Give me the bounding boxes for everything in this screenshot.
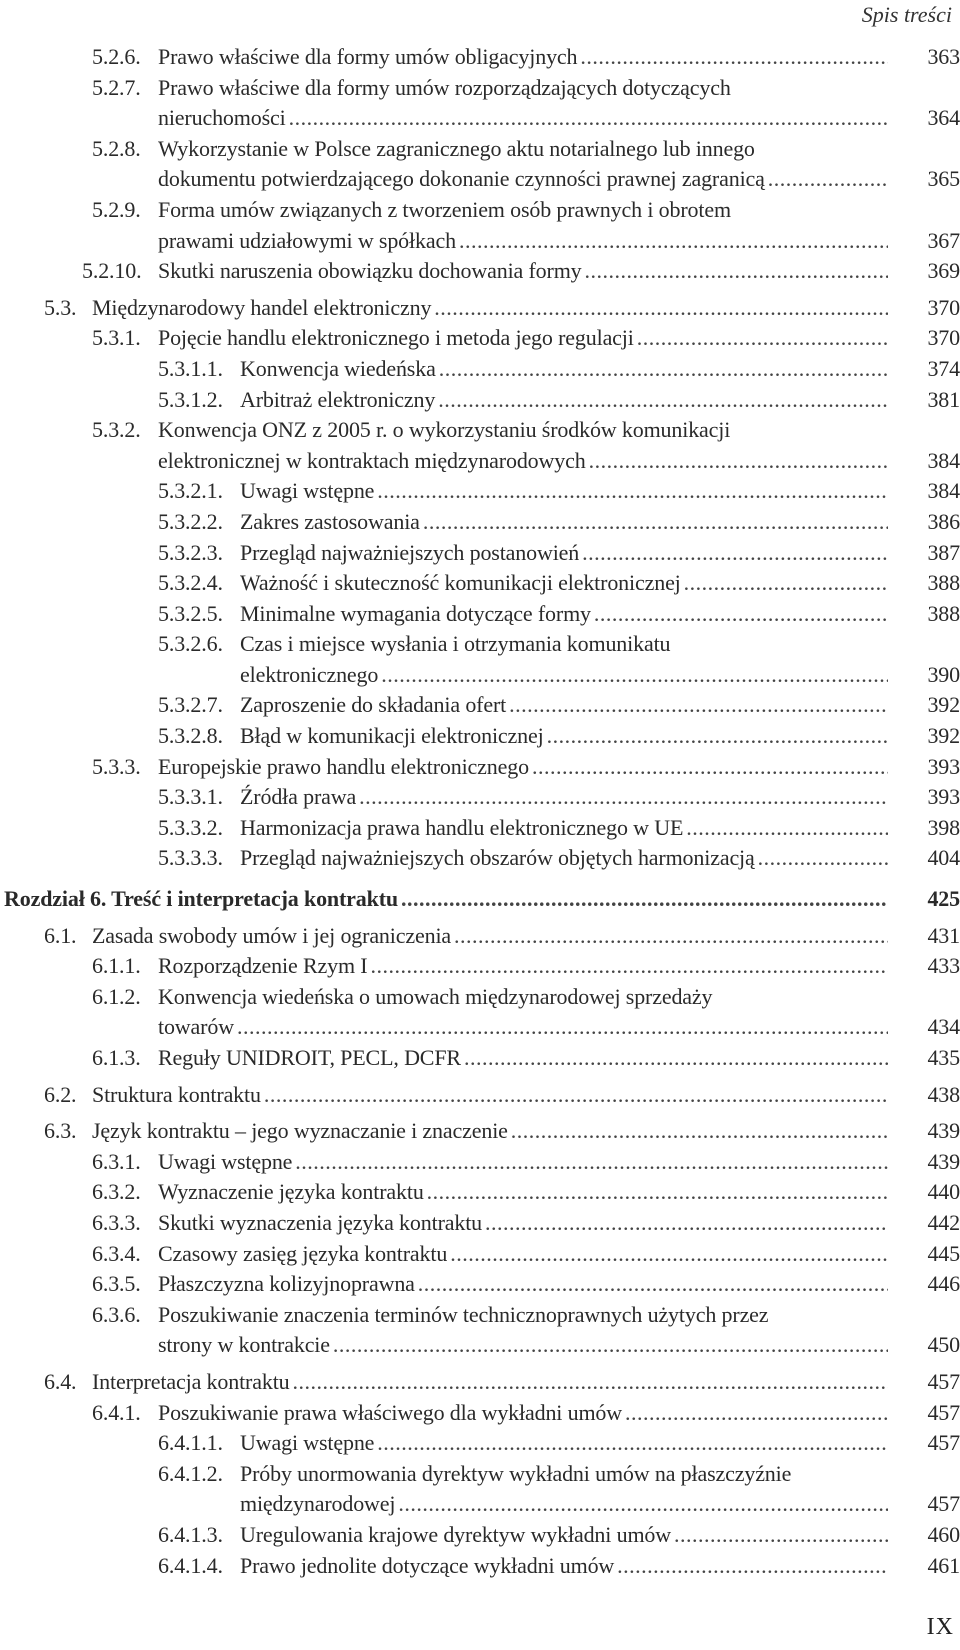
- toc-entry-number: 6.3.1.: [92, 1148, 141, 1174]
- toc-entry-title: nieruchomości: [158, 105, 286, 131]
- toc-entry-title: elektronicznego: [240, 661, 379, 687]
- toc-entry[interactable]: [0, 1459, 960, 1520]
- toc-entry-title: Prawo właściwe dla formy umów obligacyjnych: [158, 44, 578, 69]
- toc-entry[interactable]: [0, 415, 960, 476]
- toc-entry-number: 5.2.10.: [82, 258, 142, 284]
- toc-entry-number: 6.4.1.3.: [158, 1521, 223, 1547]
- toc-entry-page: 388: [927, 600, 960, 626]
- table-of-contents: [0, 42, 960, 1581]
- toc-entry-title: międzynarodowej: [240, 1491, 396, 1517]
- toc-entry-page: 388: [927, 570, 960, 596]
- toc-entry-page: 442: [927, 1209, 960, 1235]
- toc-entry-title: Europejskie prawo handlu elektronicznego: [158, 753, 529, 779]
- toc-entry-number: 5.3.2.3.: [158, 539, 223, 565]
- dot-leader: [451, 921, 888, 952]
- toc-entry-number: 6.3.6.: [92, 1301, 141, 1327]
- toc-entry-number: 6.4.1.: [92, 1399, 141, 1425]
- toc-entry-page: 381: [927, 386, 960, 412]
- toc-entry-page: 370: [927, 325, 960, 351]
- toc-entry[interactable]: [0, 629, 960, 690]
- toc-entry-number: 5.3.2.6.: [158, 631, 223, 657]
- toc-entry-number: 5.3.1.1.: [158, 355, 223, 381]
- toc-entry-title: Czas i miejsce wysłania i otrzymania komunikatu: [240, 631, 671, 657]
- toc-entry[interactable]: [0, 843, 960, 874]
- toc-entry-title: Reguły UNIDROIT, PECL, DCFR: [158, 1045, 461, 1070]
- dot-leader: [286, 103, 888, 134]
- toc-entry-page: 404: [927, 845, 960, 871]
- toc-entry-page: 461: [927, 1552, 960, 1578]
- toc-entry[interactable]: [0, 721, 960, 752]
- toc-entry[interactable]: [0, 1300, 960, 1361]
- dot-leader: [582, 256, 888, 287]
- toc-entry-number: 5.2.6.: [92, 44, 141, 69]
- toc-entry-number: 5.3.2.8.: [158, 723, 223, 749]
- toc-entry-title: Poszukiwanie prawa właściwego dla wykładni umów: [158, 1399, 623, 1425]
- dot-leader: [461, 1043, 888, 1074]
- toc-entry-number: 6.3.5.: [92, 1271, 141, 1297]
- toc-entry-page: 398: [927, 814, 960, 840]
- toc-entry-page: 374: [927, 355, 960, 381]
- toc-entry-title: Rozporządzenie Rzym I: [158, 953, 368, 979]
- toc-entry-page: 434: [927, 1014, 960, 1040]
- toc-entry-number: 6.3.2.: [92, 1179, 141, 1205]
- toc-entry-page: 460: [927, 1521, 960, 1547]
- toc-entry-page: 387: [927, 539, 960, 565]
- toc-entry-number: 5.3.2.1.: [158, 478, 223, 504]
- toc-entry-title: Prawo jednolite dotyczące wykładni umów: [240, 1552, 615, 1578]
- dot-leader: [330, 1330, 888, 1361]
- toc-entry[interactable]: [0, 599, 960, 630]
- toc-entry-title: Próby unormowania dyrektyw wykładni umów na płaszczyźnie: [240, 1460, 792, 1486]
- dot-leader: [447, 1239, 888, 1270]
- toc-entry-number: 5.3.2.7.: [158, 692, 223, 718]
- dot-leader: [431, 293, 888, 324]
- toc-entry-title: Uregulowania krajowe dyrektyw wykładni umów: [240, 1521, 671, 1547]
- toc-entry[interactable]: [0, 1428, 960, 1459]
- toc-entry-page: 363: [927, 44, 960, 69]
- dot-leader: [765, 164, 888, 195]
- toc-entry-number: 6.1.2.: [92, 983, 141, 1009]
- toc-entry[interactable]: [0, 813, 960, 844]
- toc-entry[interactable]: [0, 323, 960, 354]
- toc-entry[interactable]: [0, 1367, 960, 1398]
- dot-leader: [367, 951, 888, 982]
- toc-entry-number: 5.3.1.: [92, 325, 141, 351]
- toc-entry-page: 370: [927, 294, 960, 320]
- toc-entry-page: 435: [927, 1045, 960, 1070]
- toc-entry[interactable]: [0, 256, 960, 287]
- toc-entry[interactable]: [0, 1269, 960, 1300]
- dot-leader: [424, 1177, 888, 1208]
- dot-leader: [579, 538, 888, 569]
- dot-leader: [356, 782, 888, 813]
- dot-leader: [398, 884, 888, 915]
- toc-entry-page: 450: [927, 1332, 960, 1358]
- dot-leader: [436, 354, 888, 385]
- toc-entry-page: 393: [927, 753, 960, 779]
- toc-entry-page: 440: [927, 1179, 960, 1205]
- toc-entry-title: Skutki wyznaczenia języka kontraktu: [158, 1209, 483, 1235]
- dot-leader: [634, 323, 888, 354]
- toc-entry[interactable]: [0, 1147, 960, 1178]
- toc-entry-title: Interpretacja kontraktu: [92, 1368, 290, 1394]
- toc-entry-number: 5.3.2.: [92, 417, 141, 443]
- running-header: Spis treści: [861, 2, 952, 27]
- toc-entry-number: 6.3.3.: [92, 1209, 141, 1235]
- toc-entry-page: 384: [927, 447, 960, 473]
- dot-leader: [292, 1147, 888, 1178]
- toc-entry-number: 6.4.1.4.: [158, 1552, 223, 1578]
- toc-entry-number: 5.3.1.2.: [158, 386, 223, 412]
- dot-leader: [395, 1489, 888, 1520]
- toc-entry[interactable]: [0, 354, 960, 385]
- toc-entry[interactable]: [0, 1208, 960, 1239]
- toc-entry[interactable]: [0, 1551, 960, 1582]
- toc-entry[interactable]: [0, 752, 960, 783]
- toc-entry[interactable]: [0, 134, 960, 195]
- toc-entry[interactable]: [0, 782, 960, 813]
- toc-entry-title: Język kontraktu – jego wyznaczanie i znaczenie: [92, 1118, 508, 1144]
- toc-entry-title: Przegląd najważniejszych postanowień: [240, 539, 580, 565]
- toc-entry-page: 392: [927, 723, 960, 749]
- toc-entry-page: 393: [927, 784, 960, 810]
- dot-leader: [591, 599, 888, 630]
- toc-entry-page: 392: [927, 692, 960, 718]
- toc-entry-page: 438: [927, 1081, 960, 1107]
- toc-entry[interactable]: [0, 507, 960, 538]
- toc-entry-title: Płaszczyzna kolizyjnoprawna: [158, 1271, 415, 1297]
- toc-entry-title: Skutki naruszenia obowiązku dochowania formy: [158, 258, 582, 284]
- toc-entry[interactable]: [0, 385, 960, 416]
- toc-entry[interactable]: [0, 42, 960, 73]
- toc-entry[interactable]: [0, 921, 960, 952]
- toc-entry-page: 457: [927, 1368, 960, 1394]
- toc-entry-number: 5.3.3.1.: [158, 784, 223, 810]
- toc-entry[interactable]: [0, 1116, 960, 1147]
- toc-entry[interactable]: [0, 538, 960, 569]
- toc-entry-page: 457: [927, 1399, 960, 1425]
- toc-entry-title: Minimalne wymagania dotyczące formy: [240, 600, 591, 626]
- toc-entry-page: 369: [927, 258, 960, 284]
- toc-entry-number: 5.2.9.: [92, 196, 141, 222]
- toc-entry-number: 5.3.3.3.: [158, 845, 223, 871]
- toc-entry-title: Uwagi wstępne: [158, 1148, 293, 1174]
- toc-entry-page: 365: [927, 166, 960, 192]
- toc-entry[interactable]: [0, 73, 960, 134]
- dot-leader: [508, 1116, 888, 1147]
- toc-entry-number: 5.3.2.5.: [158, 600, 223, 626]
- toc-entry-title: Prawo właściwe dla formy umów rozporządzających dotyczących: [158, 74, 731, 100]
- toc-entry-number: 5.3.2.4.: [158, 570, 223, 596]
- toc-entry-title: Forma umów związanych z tworzeniem osób prawnych i obrotem: [158, 196, 731, 222]
- toc-entry-number: 5.3.: [44, 294, 77, 320]
- toc-entry-title: dokumentu potwierdzającego dokonanie czynności prawnej zagranicą: [158, 166, 765, 192]
- toc-entry-title: Uwagi wstępne: [240, 1430, 375, 1456]
- dot-leader: [622, 1398, 888, 1429]
- toc-entry-title: Ważność i skuteczność komunikacji elektronicznej: [240, 570, 681, 596]
- toc-entry[interactable]: [0, 1520, 960, 1551]
- toc-entry-page: 390: [927, 661, 960, 687]
- toc-entry-title: towarów: [158, 1014, 234, 1040]
- toc-entry-title: Błąd w komunikacji elektronicznej: [240, 723, 544, 749]
- toc-entry[interactable]: [0, 690, 960, 721]
- dot-leader: [234, 1012, 888, 1043]
- dot-leader: [577, 42, 888, 73]
- toc-entry-page: 425: [927, 886, 960, 912]
- toc-entry-title: Pojęcie handlu elektronicznego i metoda jego regulacji: [158, 325, 634, 351]
- dot-leader: [544, 721, 888, 752]
- dot-leader: [374, 476, 888, 507]
- toc-entry-page: 457: [927, 1430, 960, 1456]
- dot-leader: [671, 1520, 888, 1551]
- toc-entry-title: Zasada swobody umów i jej ograniczenia: [92, 922, 452, 948]
- toc-entry-page: 367: [927, 227, 960, 253]
- toc-entry-number: 6.3.4.: [92, 1240, 141, 1266]
- toc-entry-number: 6.2.: [44, 1081, 77, 1107]
- toc-entry[interactable]: [0, 951, 960, 982]
- toc-entry[interactable]: [0, 1239, 960, 1270]
- toc-entry-title: Konwencja wiedeńska: [240, 355, 436, 381]
- toc-entry[interactable]: [0, 1080, 960, 1111]
- toc-entry-number: 6.3.: [44, 1118, 77, 1144]
- toc-entry-title: Źródła prawa: [240, 784, 357, 810]
- toc-entry-number: 5.3.3.: [92, 753, 141, 779]
- toc-entry-title: Wyznaczenie języka kontraktu: [158, 1179, 424, 1205]
- toc-entry-title: Arbitraż elektroniczny: [240, 386, 436, 412]
- toc-entry-page: 433: [927, 953, 960, 979]
- toc-entry[interactable]: [0, 1398, 960, 1429]
- toc-entry-number: 6.4.: [44, 1368, 77, 1394]
- toc-entry-title: Zakres zastosowania: [240, 508, 420, 534]
- dot-leader: [529, 752, 888, 783]
- dot-leader: [378, 660, 888, 691]
- toc-entry-page: 457: [927, 1491, 960, 1517]
- dot-leader: [681, 568, 888, 599]
- toc-entry-title: Przegląd najważniejszych obszarów objętych harmonizacją: [240, 845, 755, 871]
- toc-entry-page: 446: [927, 1271, 960, 1297]
- toc-entry-number: 6.4.1.1.: [158, 1430, 223, 1456]
- dot-leader: [290, 1367, 888, 1398]
- dot-leader: [683, 813, 888, 844]
- toc-entry-title: Czasowy zasięg języka kontraktu: [158, 1240, 448, 1266]
- toc-entry-number: 5.2.7.: [92, 74, 141, 100]
- toc-entry[interactable]: [0, 1177, 960, 1208]
- dot-leader: [506, 690, 888, 721]
- toc-entry-title: Rozdział 6. Treść i interpretacja kontraktu: [4, 886, 398, 912]
- toc-entry-page: 384: [927, 478, 960, 504]
- toc-entry-number: 6.1.3.: [92, 1045, 141, 1070]
- toc-entry-number: 6.1.: [44, 922, 77, 948]
- dot-leader: [755, 843, 888, 874]
- toc-entry-title: Harmonizacja prawa handlu elektronicznego w UE: [240, 814, 684, 840]
- toc-entry-page: 431: [927, 922, 960, 948]
- toc-entry-number: 6.4.1.2.: [158, 1460, 223, 1486]
- dot-leader: [415, 1269, 888, 1300]
- toc-entry-title: Poszukiwanie znaczenia terminów technicznoprawnych użytych przez: [158, 1301, 769, 1327]
- toc-entry[interactable]: [0, 293, 960, 324]
- toc-entry[interactable]: [0, 1043, 960, 1074]
- toc-entry[interactable]: [0, 195, 960, 256]
- toc-entry-title: prawami udziałowymi w spółkach: [158, 227, 456, 253]
- toc-entry[interactable]: [0, 884, 960, 915]
- dot-leader: [614, 1551, 888, 1582]
- toc-entry-page: 364: [927, 105, 960, 131]
- toc-entry-title: Zaproszenie do składania ofert: [240, 692, 507, 718]
- toc-entry-page: 445: [927, 1240, 960, 1266]
- dot-leader: [586, 446, 888, 477]
- dot-leader: [482, 1208, 888, 1239]
- toc-entry-title: Międzynarodowy handel elektroniczny: [92, 294, 432, 320]
- toc-entry-page: 386: [927, 508, 960, 534]
- toc-entry[interactable]: [0, 982, 960, 1043]
- dot-leader: [456, 226, 888, 257]
- toc-entry-title: Wykorzystanie w Polsce zagranicznego aktu notarialnego lub innego: [158, 135, 755, 161]
- toc-entry-title: elektronicznej w kontraktach międzynarodowych: [158, 447, 586, 473]
- toc-entry[interactable]: [0, 476, 960, 507]
- toc-entry-number: 5.2.8.: [92, 135, 141, 161]
- toc-entry-title: Uwagi wstępne: [240, 478, 375, 504]
- toc-entry-title: strony w kontrakcie: [158, 1332, 330, 1358]
- toc-entry-number: 6.1.1.: [92, 953, 141, 979]
- dot-leader: [374, 1428, 888, 1459]
- toc-entry-number: 5.3.3.2.: [158, 814, 223, 840]
- toc-entry-page: 439: [927, 1118, 960, 1144]
- toc-entry-number: 5.3.2.2.: [158, 508, 223, 534]
- toc-entry-title: Konwencja ONZ z 2005 r. o wykorzystaniu środków komunikacji: [158, 417, 731, 443]
- page-number: IX: [926, 1614, 954, 1640]
- dot-leader: [420, 507, 888, 538]
- dot-leader: [261, 1080, 888, 1111]
- toc-entry-page: 439: [927, 1148, 960, 1174]
- toc-entry-title: Konwencja wiedeńska o umowach międzynarodowej sprzedaży: [158, 983, 713, 1009]
- toc-entry[interactable]: [0, 568, 960, 599]
- toc-entry-title: Struktura kontraktu: [92, 1081, 261, 1107]
- dot-leader: [435, 385, 888, 416]
